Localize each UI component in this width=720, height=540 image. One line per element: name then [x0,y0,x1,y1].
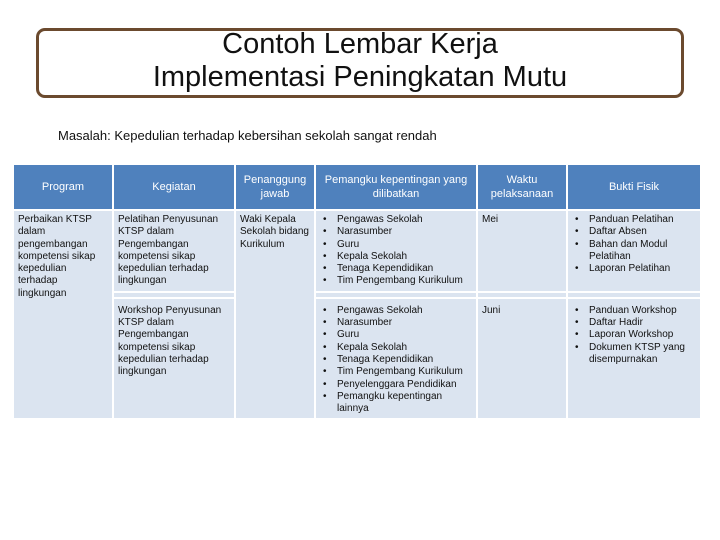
list-item: • Pemangku kepentingan lainnya [320,391,472,416]
list-item: • Panduan Pelatihan [572,214,696,226]
kegiatan-cell: Pelatihan Penyusunan KTSP dalam Pengembangan kompetensi sikap kepedulian terhadap lingkungan [114,211,234,291]
title-line-2: Implementasi Peningkatan Mutu [152,61,568,93]
program-cell: Perbaikan KTSP dalam pengembangan kompetensi sikap kepedulian terhadap lingkungan [14,211,112,418]
spacer-cell [316,293,476,297]
pemangku-cell [316,211,476,291]
spacer-cell [568,293,700,297]
header-program: Program [14,165,112,209]
title-frame [36,28,684,98]
list-item: • Kepala Sekolah [320,251,472,263]
kegiatan-cell: Workshop Penyusunan KTSP dalam Pengembangan kompetensi sikap kepedulian terhadap lingkungan [114,299,234,419]
list-item: • Narasumber [320,317,472,329]
header-bukti-fisik: Bukti Fisik [568,165,700,209]
list-item: • Daftar Hadir [572,317,696,329]
bukti-list [572,305,696,366]
list-item: • Penyelenggara Pendidikan [320,379,472,391]
list-item: • Tim Pengembang Kurikulum [320,366,472,378]
header-waktu: Waktu pelaksanaan [478,165,566,209]
list-item: • Laporan Workshop [572,329,696,341]
waktu-cell: Juni [478,299,566,419]
table-row [14,211,700,291]
penanggung-jawab-cell: Waki Kepala Sekolah bidang Kurikulum [236,211,314,418]
list-item: • Laporan Pelatihan [572,263,696,275]
list-item: • Kepala Sekolah [320,342,472,354]
list-item: • Tenaga Kependidikan [320,354,472,366]
list-item: • Guru [320,239,472,251]
list-item: • Panduan Workshop [572,305,696,317]
header-kegiatan: Kegiatan [114,165,234,209]
pemangku-list [320,305,472,416]
bukti-list [572,214,696,275]
list-item: • Pengawas Sekolah [320,305,472,317]
list-item: • Tenaga Kependidikan [320,263,472,275]
list-item: • Dokumen KTSP yang disempurnakan [572,342,696,367]
header-pemangku-kepentingan: Pemangku kepentingan yang dilibatkan [316,165,476,209]
list-item: • Daftar Absen [572,226,696,238]
spacer-row [14,293,700,297]
list-item: • Tim Pengembang Kurikulum [320,275,472,287]
pemangku-cell [316,299,476,419]
page-title [39,28,681,94]
pemangku-list [320,214,472,288]
worksheet-table [12,163,702,420]
problem-statement: Masalah: Kepedulian terhadap kebersihan sekolah sangat rendah [58,128,437,143]
list-item: • Guru [320,329,472,341]
title-line-1: Contoh Lembar Kerja [222,28,498,60]
list-item: • Bahan dan Modul Pelatihan [572,239,696,264]
spacer-cell [114,293,234,297]
waktu-cell: Mei [478,211,566,291]
list-item: • Pengawas Sekolah [320,214,472,226]
bukti-cell [568,211,700,291]
list-item: • Narasumber [320,226,472,238]
spacer-cell [478,293,566,297]
header-penanggung-jawab: Penanggung jawab [236,165,314,209]
bukti-cell [568,299,700,419]
table-row [14,299,700,419]
header-row [14,165,700,209]
